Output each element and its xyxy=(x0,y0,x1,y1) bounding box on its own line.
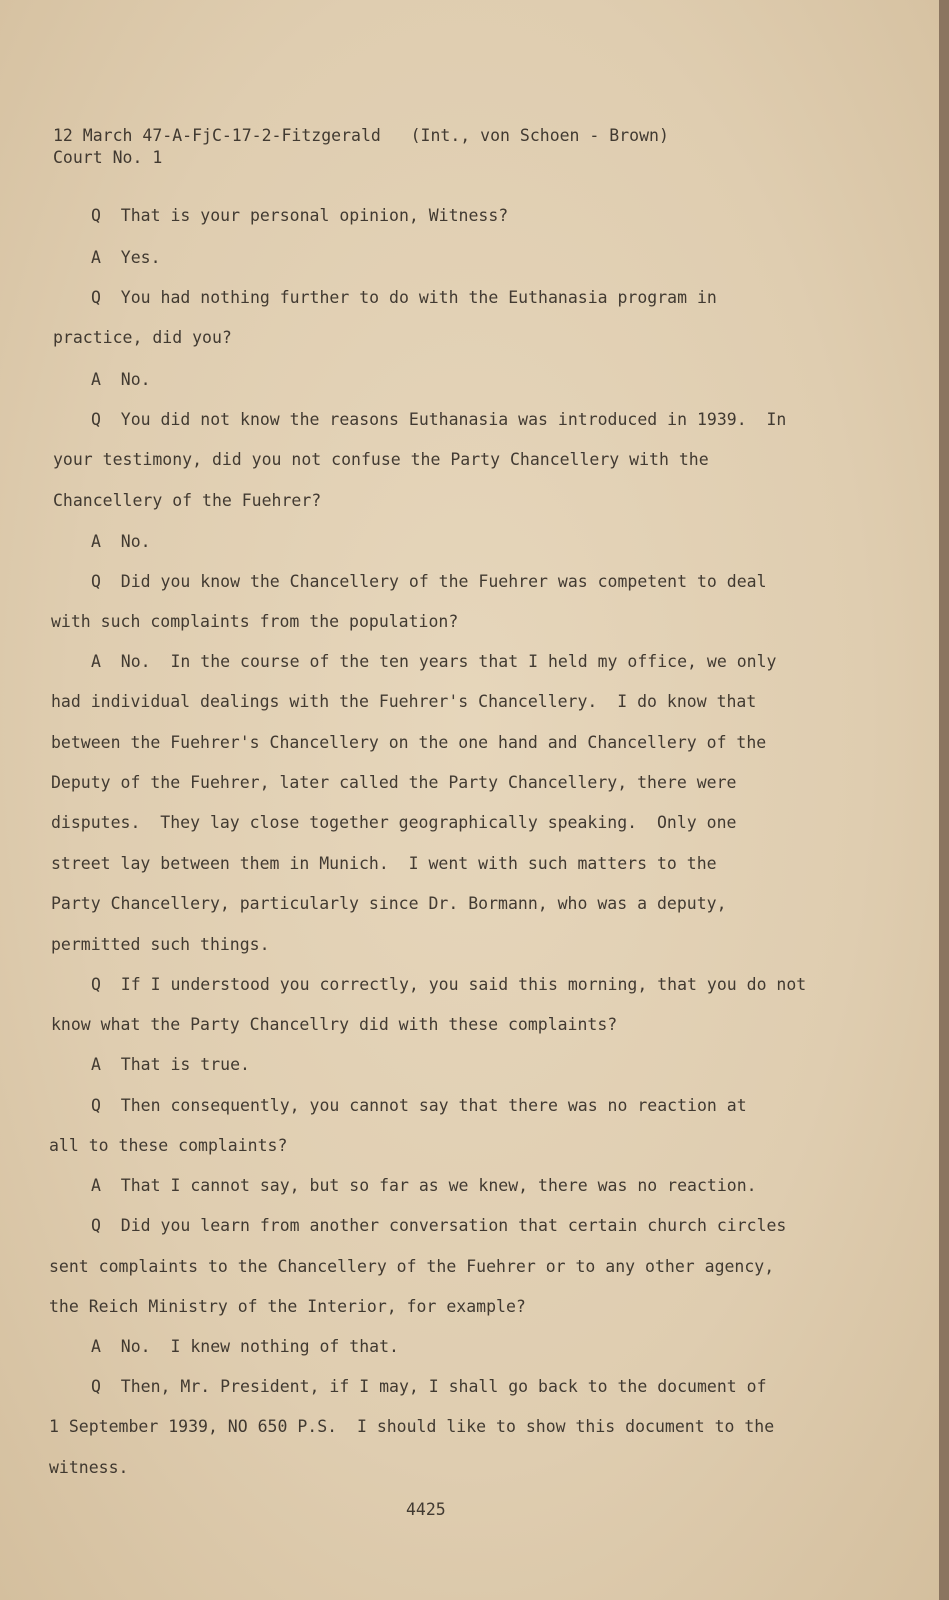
header-line: 12 March 47-A-FjC-17-2-Fitzgerald (Int., von Schoen - Brown) xyxy=(53,126,669,145)
body-line: sent complaints to the Chancellery of the Fuehrer or to any other agency, xyxy=(49,1257,775,1276)
body-line: A That I cannot say, but so far as we knew, there was no reaction. xyxy=(91,1176,757,1195)
body-line: Party Chancellery, particularly since Dr. Bormann, who was a deputy, xyxy=(51,894,727,913)
body-line: A Yes. xyxy=(91,248,161,267)
body-line: Q Did you know the Chancellery of the Fuehrer was competent to deal xyxy=(91,572,767,591)
body-line: your testimony, did you not confuse the Party Chancellery with the xyxy=(53,450,709,469)
body-line: know what the Party Chancellry did with these complaints? xyxy=(51,1015,618,1034)
body-line: Q Then consequently, you cannot say that there was no reaction at xyxy=(91,1096,747,1115)
body-line: Q You did not know the reasons Euthanasia was introduced in 1939. In xyxy=(91,410,787,429)
body-line: permitted such things. xyxy=(51,935,270,954)
body-line: with such complaints from the population? xyxy=(51,612,459,631)
body-line: Q You had nothing further to do with the Euthanasia program in xyxy=(91,288,717,307)
body-line: had individual dealings with the Fuehrer's Chancellery. I do know that xyxy=(51,692,757,711)
body-line: all to these complaints? xyxy=(49,1136,288,1155)
body-line: disputes. They lay close together geographically speaking. Only one xyxy=(51,813,737,832)
body-line: A No. I knew nothing of that. xyxy=(91,1337,399,1356)
body-line: Deputy of the Fuehrer, later called the Party Chancellery, there were xyxy=(51,773,737,792)
body-line: practice, did you? xyxy=(53,328,232,347)
body-line: Chancellery of the Fuehrer? xyxy=(53,491,322,510)
body-line: Q That is your personal opinion, Witness? xyxy=(91,206,509,225)
body-line: between the Fuehrer's Chancellery on the one hand and Chancellery of the xyxy=(51,733,767,752)
body-line: Q Then, Mr. President, if I may, I shall go back to the document of xyxy=(91,1377,767,1396)
body-line: street lay between them in Munich. I went with such matters to the xyxy=(51,854,717,873)
body-line: Q If I understood you correctly, you said this morning, that you do not xyxy=(91,975,807,994)
body-line: Q Did you learn from another conversation that certain church circles xyxy=(91,1216,787,1235)
body-line: A No. xyxy=(91,532,151,551)
body-line: witness. xyxy=(49,1458,129,1477)
body-line: A No. xyxy=(91,370,151,389)
body-line: the Reich Ministry of the Interior, for example? xyxy=(49,1297,526,1316)
header-court: Court No. 1 xyxy=(53,148,163,167)
page-number: 4425 xyxy=(406,1500,446,1519)
body-line: A That is true. xyxy=(91,1055,250,1074)
body-line: 1 September 1939, NO 650 P.S. I should like to show this document to the xyxy=(49,1417,775,1436)
body-line: A No. In the course of the ten years that I held my office, we only xyxy=(91,652,777,671)
